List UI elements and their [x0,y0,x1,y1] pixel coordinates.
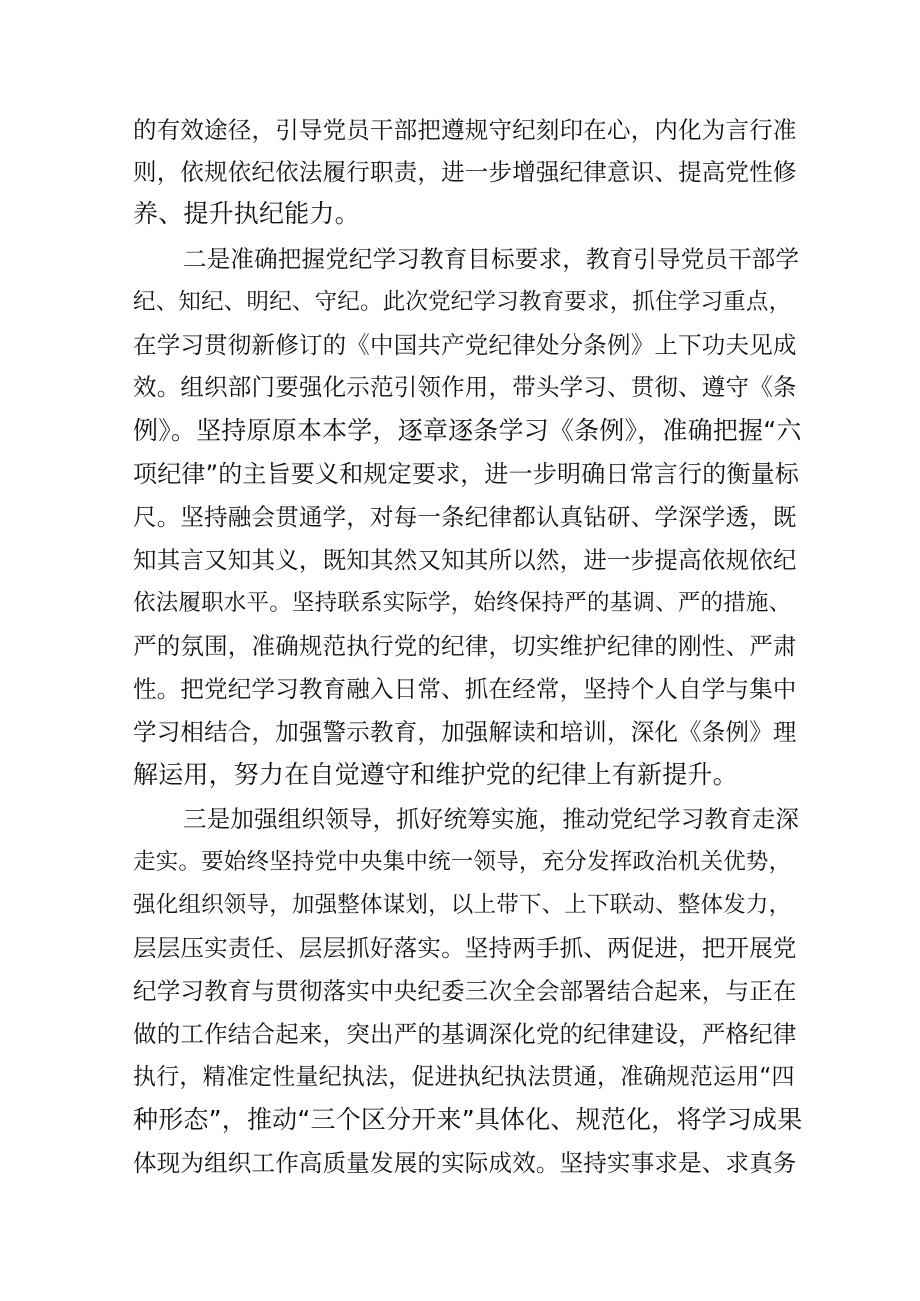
text-line: 养、提升执纪能力。 [133,199,360,228]
text-line: 走实。要始终坚持党中央集中统一领导，充分发挥政治机关优势， [133,849,792,875]
text-line: 执行，精准定性量纪执法，促进执纪执法贯通，准确规范运用“四 [133,1064,795,1090]
text-line: 性。把党纪学习教育融入日常、抓在经常，坚持个人自学与集中 [133,675,797,703]
paragraph-3-first-line: 三是加强组织领导，抓好统筹实施，推动党纪学习教育走深 [183,805,800,833]
text-line: 种形态”，推动“三个区分开来”具体化、规范化，将学习成果 [133,1105,803,1134]
text-line: 依法履职水平。坚持联系实际学，始终保持严的基调、严的措施、 [133,590,792,616]
text-line: 学习相结合，加强警示教育，加强解读和培训，深化《条例》理 [133,718,797,746]
text-line: 尺。坚持融会贯通学，对每一条纪律都认真钻研、学深学透，既 [133,503,797,531]
text-line: 在学习贯彻新修订的《中国共产党纪律处分条例》上下功夫见成 [133,331,797,359]
paragraph-2-first-line: 二是准确把握党纪学习教育目标要求，教育引导党员干部学 [183,245,800,273]
text-line: 解运用，努力在自觉遵守和维护党的纪律上有新提升。 [133,760,738,789]
text-line: 层层压实责任、层层抓好落实。坚持两手抓、两促进，把开展党 [133,934,797,962]
text-line: 例》。坚持原原本本学，逐章逐条学习《条例》，准确把握“六 [133,416,802,445]
text-line: 纪学习教育与贯彻落实中央纪委三次全会部署结合起来，与正在 [133,977,797,1005]
text-line: 则，依规依纪依法履行职责，进一步增强纪律意识、提高党性修 [133,158,797,186]
text-line: 效。组织部门要强化示范引领作用，带头学习、贯彻、遵守《条 [133,373,797,401]
text-line: 做的工作结合起来，突出严的基调深化党的纪律建设，严格纪律 [133,1020,797,1048]
text-line: 强化组织领导，加强整体谋划，以上带下、上下联动、整体发力， [133,892,792,918]
text-line: 体现为组织工作高质量发展的实际成效。坚持实事求是、求真务 [133,1149,797,1177]
text-line: 纪、知纪、明纪、守纪。此次党纪学习教育要求，抓住学习重点， [133,289,792,315]
text-line: 项纪律”的主旨要义和规定要求，进一步明确日常言行的衡量标 [133,460,800,488]
text-line: 严的氛围，准确规范执行党的纪律，切实维护纪律的刚性、严肃 [133,632,797,660]
text-line: 知其言又知其义，既知其然又知其所以然，进一步提高依规依纪 [133,546,797,574]
text-line: 的有效途径，引导党员干部把遵规守纪刻印在心，内化为言行准 [133,116,797,144]
